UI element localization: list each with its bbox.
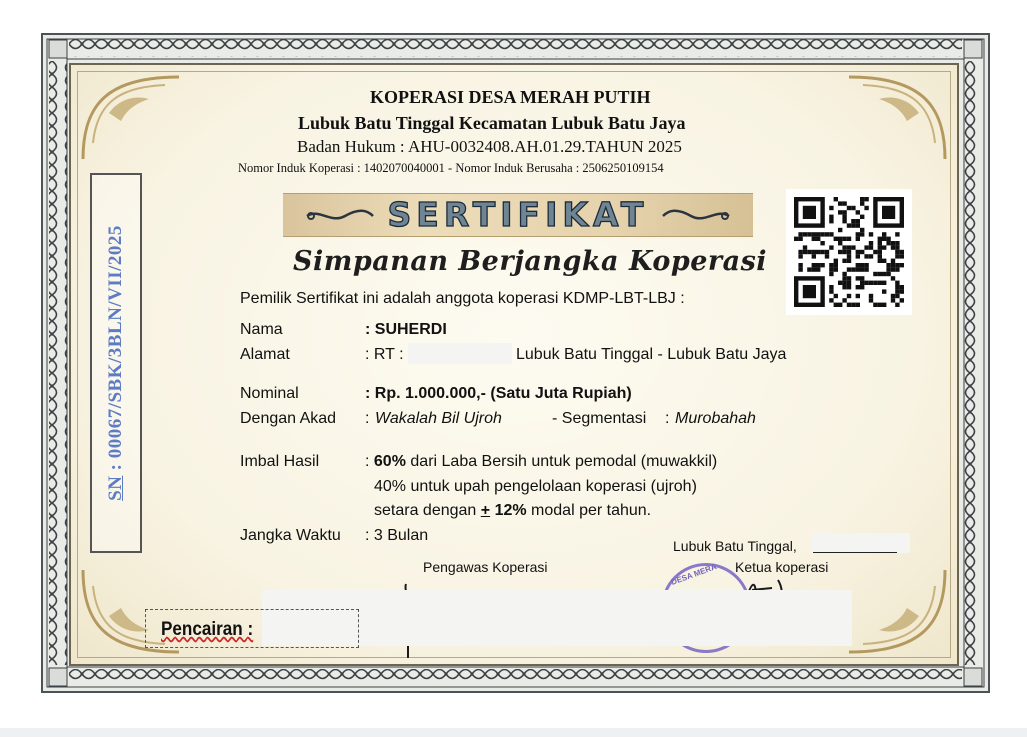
return-plusminus: + (480, 502, 491, 519)
term-value: : 3 Bulan (365, 527, 429, 544)
supervisor-title: Pengawas Koperasi (423, 559, 548, 575)
nominal-label: Nominal (240, 385, 299, 402)
return-equiv-text: setara dengan (374, 502, 477, 519)
corner-ornament-top-right (839, 73, 949, 163)
return-percent-investor: 60% (373, 453, 406, 470)
akad-label: Dengan Akad (240, 410, 337, 427)
name-label: Nama (240, 321, 283, 338)
return-label: Imbal Hasil (240, 453, 320, 470)
redaction-address (408, 343, 512, 364)
return-annual-text: modal per tahun. (531, 502, 652, 519)
date-underline (813, 552, 897, 553)
return-line-1 (365, 453, 717, 471)
place-date: Lubuk Batu Tinggal, (673, 538, 797, 554)
redaction-date (812, 533, 910, 553)
certificate-title: SERTIFIKAT (387, 195, 649, 234)
segment-value: Murobahah (675, 410, 756, 427)
return-colon: : (365, 453, 370, 470)
chairman-title: Ketua koperasi (735, 559, 829, 575)
bottom-strip (0, 728, 1027, 737)
return-line-3 (374, 502, 651, 520)
stamp-text: DESA MERA (669, 562, 718, 587)
qr-code-icon (786, 189, 912, 315)
serial-number (105, 225, 127, 501)
registration-numbers: Nomor Induk Koperasi : 1402070040001 - Nomor Induk Berusaha : 2506250109154 (238, 161, 664, 175)
return-annual-percent: 12% (494, 502, 527, 519)
name-value: : SUHERDI (365, 321, 447, 338)
organization-name: KOPERASI DESA MERAH PUTIH (370, 87, 651, 107)
address-label: Alamat (240, 346, 290, 363)
serial-value: : 00067/SBK/3BLN/VII/2025 (105, 225, 126, 471)
certificate-subtitle: Simpanan Berjangka Koperasi (293, 246, 768, 277)
serial-prefix: SN (105, 475, 126, 501)
akad-value: Wakalah Bil Ujroh (375, 410, 502, 427)
title-banner (283, 193, 753, 237)
organization-location: Lubuk Batu Tinggal Kecamatan Lubuk Batu Jaya (298, 113, 686, 133)
segment-label: - Segmentasi (552, 410, 647, 427)
address-value: Lubuk Batu Tinggal - Lubuk Batu Jaya (516, 346, 787, 363)
return-line-2: 40% untuk upah pengelolaan koperasi (ujroh) (374, 478, 697, 495)
swirl-right-icon (661, 208, 731, 224)
return-investor-text: dari Laba Bersih untuk pemodal (muwakkil) (410, 453, 718, 470)
serial-number-box (90, 173, 142, 553)
address-prefix: : RT : (365, 346, 404, 363)
disbursement-label: Pencairan : (161, 619, 254, 640)
segment-colon: : (665, 410, 670, 427)
nominal-value: : Rp. 1.000.000,- (Satu Juta Rupiah) (365, 385, 632, 402)
term-label: Jangka Waktu (240, 527, 341, 544)
legal-entity: Badan Hukum : AHU-0032408.AH.01.29.TAHUN 2025 (297, 137, 682, 156)
qr-code (786, 189, 912, 315)
corner-ornament-top-left (79, 73, 189, 163)
akad-colon: : (365, 410, 370, 427)
corner-ornament-bottom-right (839, 566, 949, 656)
intro-text: Pemilik Sertifikat ini adalah anggota koperasi KDMP-LBT-LBJ : (240, 290, 685, 307)
